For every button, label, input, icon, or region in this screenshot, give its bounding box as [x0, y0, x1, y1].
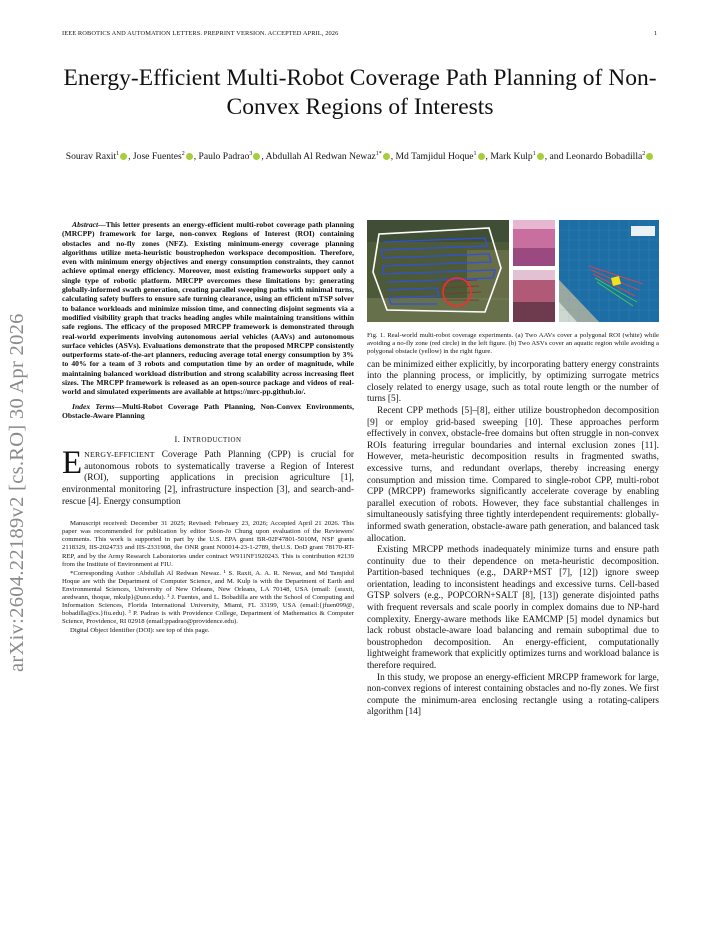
footnotes [62, 520, 354, 635]
figure-caption: Fig. 1. Real-world multi-robot coverage experiments. (a) Two AAVs cover a polygonal ROI (white) while avoiding a no-fly zone (red circle) in the left figure. (b) Two ASVs cover an aquatic region while avoiding a polygonal obstacle (yellow) in the right figure. [367, 332, 659, 356]
author[interactable]: Paulo Padrao [198, 151, 250, 163]
figure-1 [367, 220, 659, 322]
body-paragraph: Recent CPP methods [5]–[8], either utilize boustrophedon decomposition [9] or employ grid-based sweeping [10]. These approaches perform effectively in convex, obstacle-free domains but often struggle in non-convex ROIs featuring irregular boundaries and internal exclusion zones [11]. However, meta-heuristic decomposition results in fragmented swaths, excessive turns, and redundant overlaps, thereby increasing energy consumption and mission time. Compared to single-robot CPP, multi-robot CPP (MRCPP) frameworks significantly accelerate coverage by enabling parallel execution of robots. However, they face substantial challenges in simultaneously satisfying three tightly interdependent requirements: globally-informed swath generation, obstacle-aware path generation, and balanced task allocation. [367, 405, 659, 544]
running-head: IEEE ROBOTICS AND AUTOMATION LETTERS. PREPRINT VERSION. ACCEPTED APRIL, 2026 [62, 30, 339, 37]
author-affiliation: 1 [116, 151, 120, 157]
author-affiliation: 2 [642, 151, 646, 157]
orcid-icon[interactable] [646, 153, 653, 160]
abstract-label: Abstract [72, 220, 99, 229]
section-first-letter: I [182, 435, 187, 445]
intro-paragraph [62, 445, 354, 508]
footnote-doi: Digital Object Identifier (DOI): see top of this page. [70, 627, 210, 635]
author-affiliation: 1 [473, 151, 477, 157]
author[interactable]: Leonardo Bobadilla [565, 151, 643, 163]
body-paragraph: can be minimized either explicitly, by incorporating battery energy constraints into the planning process, or implicitly, by optimizing surrogate metrics closely related to energy usage, such as total route length or the number of turns [5]. [367, 359, 659, 405]
author[interactable]: Abdullah Al Redwan Newaz [265, 151, 376, 163]
index-terms [62, 402, 354, 421]
author[interactable]: Md Tamjidul Hoque [395, 151, 474, 163]
author-separator: , [485, 151, 491, 163]
author-separator: , [128, 151, 133, 163]
dropcap: E [62, 445, 83, 482]
author-affiliation: 2 [181, 151, 185, 157]
arxiv-stamp[interactable]: arXiv:2604.22189v2 [cs.RO] 30 Apr 2026 [6, 313, 28, 672]
author-separator: , [261, 151, 266, 163]
abstract-text: —This letter presents an energy-efficient multi-robot coverage path planning (MRCPP) framework for large, non-convex Regions of Interest (ROI) containing obstacles and no-fly zones (NFZ). Existing minimum-energy coverage planning algorithms utilize meta-heuristic boustrophedon workspace decomposition. Therefore, even with minimum energy objectives and energy consumption constraints, they cannot achieve optimal energy efficiency. Moreover, most existing frameworks support only a single type of robotic platform. MRCPP overcomes these limitations by: generating globally-informed swath generation, creating parallel sweeping paths with minimal turns, calculating safety buffers to ensure safe turning clearance, using an efficient mTSP solver to balance workloads and minimize mission time, and connecting disjoint segments via a modified visibility graph that tracks heading angles while maintaining transitions within safe regions. The efficacy of the proposed MRCPP framework is demonstrated through real-world experiments involving autonomous aerial vehicles (AAVs) and autonomous surface vehicles (ASVs). Evaluations demonstrate that the proposed MRCPP consistently outperforms state-of-the-art planners, reducing average total energy consumption by 3% to 40% for a team of 3 robots and computation time by an order of magnitude, while maintaining balanced workload distribution and strong scalability across increasing fleet sizes. The MRCPP framework is released as an open-source package and videos of real-world and simulated experiments are available at https://mrc-pp.github.io/. [62, 220, 354, 397]
left-column [62, 220, 354, 636]
orcid-icon[interactable] [383, 153, 390, 160]
index-terms-text: —Multi-Robot Coverage Path Planning, Non-Convex Environments, Obstacle-Aware Planning [62, 401, 355, 420]
abstract [62, 220, 354, 397]
author-affiliation: 1* [375, 151, 382, 157]
author-affiliation: 3 [249, 151, 253, 157]
page-number: 1 [654, 30, 658, 37]
footnote-manuscript: Manuscript received: December 31 2025; Revised: February 23, 2026; Accepted April 21 2026. This paper was recommended for publication by editor Soon-Jo Chung upon evaluation of the Reviewers' comments. This work is supported in part by the U.S. EPA grant BR-02F47801-5010M, NSF grants 2118329, IIS-2024733 and IIS-2331908, the ONR grant N00014-23-1-2789, theU.S. DoD grant 78170-RT-REP, and by the Army Research Laboratories under contract W911NF1920243. This is contribution #2139 from the Institute of Environment at FIU. [62, 520, 354, 568]
section-title-smallcaps: NTRODUCTION [186, 437, 242, 445]
body-paragraph: In this study, we propose an energy-efficient MRCPP framework for large, non-convex regions of interest containing obstacles and no-fly zones. We first compute the minimum-area enclosing rectangle using a rotating-calipers algorithm [14] [367, 672, 659, 718]
body-paragraph: Existing MRCPP methods inadequately minimize turns and ensure path continuity due to their dependence on meta-heuristic decomposition. Partition-based techniques (e.g., DARP+MST [7], [12]) ignore sweep orientation, leading to inconsistent headings and excessive turns. Cell-based GTSP solvers (e.g., POPCORN+SALT [8], [13]) generate disjointed paths with frequent reversals and scale poorly in complex domains due to NP-hard complexity. Energy-aware methods like EAMCMP [5] model dynamics but lack robust obstacle-aware load balancing and remain suboptimal due to boustrophedon decomposition. An energy-efficient, computationally lightweight framework that explicitly optimizes turns and workload balance is therefore required. [367, 545, 659, 672]
intro-text: Coverage Path Planning (CPP) is crucial for autonomous robots to systematically traverse a Region of Interest (ROI), supporting applications in precision agriculture [1], environmental monitoring [2], infrastructure inspection [3], and search-and-rescue [4]. Energy consumption [62, 450, 354, 507]
author[interactable]: Sourav Raxit [65, 151, 117, 163]
author-affiliation: 1 [532, 151, 536, 157]
author-list [50, 148, 670, 163]
footnote-affiliations: *Corresponding Author :Abdullah Al Redwan Newaz. ¹ S. Raxit, A. A. R. Newaz, and Md Tamjidul Hoque are with the Department of Computer Science, and M. Kulp is with the Department of Earth and Environmental Sciences, University of New Orleans, New Orleans, LA 70148, USA (email: {sraxit, aredwann, thoque, mkulp}@uno.edu). ² J. Fuentes, and L. Bobadilla are with the School of Computing and Information Sciences, Florida International University, Miami, FL 33199, USA (email:{jfuen099@, bobadilla@cs.}fiu.edu). ³ P. Padrao is with Providence College, Department of Mathematics & Computer Science, Providence, RI 02918 (email:ppadrao@providence.edu). [62, 569, 354, 626]
map-legend [631, 226, 655, 236]
orcid-icon[interactable] [478, 153, 485, 160]
right-column [367, 220, 659, 719]
figure-1b-inset-images [513, 220, 555, 322]
section-number: I. [174, 435, 181, 445]
section-heading [62, 435, 354, 444]
orcid-icon[interactable] [186, 153, 193, 160]
author[interactable]: Mark Kulp [490, 151, 533, 163]
figure-1a-aav-image [367, 220, 509, 322]
index-terms-label: Index Terms [72, 401, 115, 411]
author-separator: , [193, 151, 199, 163]
orcid-icon[interactable] [120, 153, 127, 160]
orcid-icon[interactable] [537, 153, 544, 160]
author-separator: , [390, 151, 396, 163]
author[interactable]: Jose Fuentes [132, 151, 182, 163]
figure-1-image [367, 220, 659, 322]
paper-title: Energy-Efficient Multi-Robot Coverage Path Planning of Non-Convex Regions of Interests [63, 65, 657, 120]
orcid-icon[interactable] [253, 153, 260, 160]
intro-lead: NERGY-EFFICIENT [84, 450, 155, 460]
figure-1b-asv-map [559, 220, 659, 322]
author-separator: , and [544, 151, 566, 163]
